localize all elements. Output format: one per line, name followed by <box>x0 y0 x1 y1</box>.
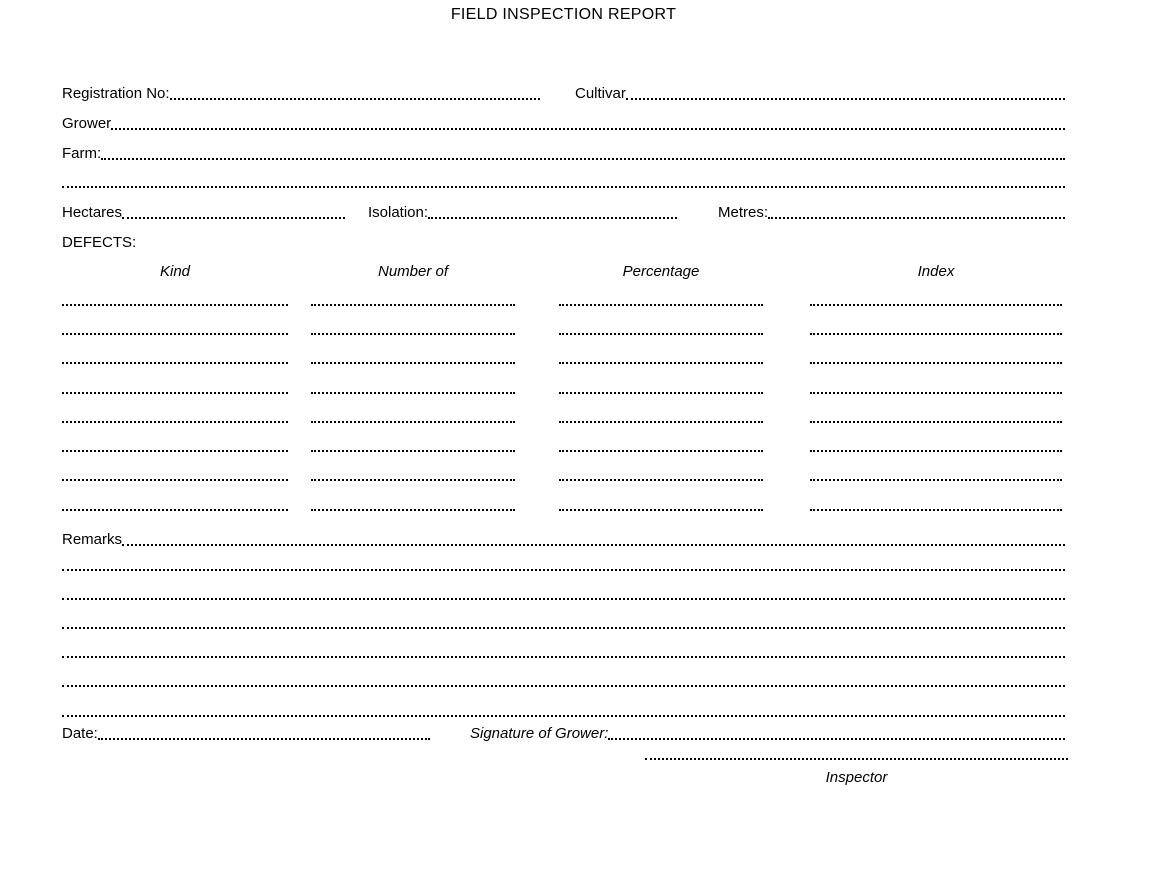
defects-table-row <box>62 407 1065 436</box>
remarks-line-field[interactable] <box>62 656 1065 658</box>
index-field[interactable] <box>810 509 1062 511</box>
index-field[interactable] <box>810 362 1062 364</box>
date-group <box>62 724 430 744</box>
registration-no-group <box>62 84 540 104</box>
kind-field[interactable] <box>62 450 288 452</box>
inspector-signature-field[interactable] <box>645 758 1068 760</box>
defects-table-row <box>62 319 1065 348</box>
grower-row <box>62 114 1065 134</box>
registration-cultivar-row <box>62 84 1065 104</box>
remarks-extra-lines <box>62 555 1065 730</box>
percentage-field[interactable] <box>559 421 763 423</box>
remarks-line <box>62 584 1065 613</box>
remarks-label: Remarks <box>62 531 123 548</box>
date-label: Date: <box>62 725 98 742</box>
remarks-line-field[interactable] <box>62 715 1065 717</box>
column-header-percentage: Percentage <box>622 263 700 280</box>
isolation-group <box>368 203 677 223</box>
farm-field[interactable] <box>101 158 1065 160</box>
kind-field[interactable] <box>62 421 288 423</box>
defects-section-label: DEFECTS: <box>62 234 137 251</box>
index-field[interactable] <box>810 333 1062 335</box>
defects-table <box>62 290 1065 524</box>
column-header-number-of: Number of <box>377 263 449 280</box>
index-field[interactable] <box>810 421 1062 423</box>
percentage-field[interactable] <box>559 392 763 394</box>
hectares-label: Hectares <box>62 204 123 221</box>
registration-no-label: Registration No: <box>62 85 170 102</box>
percentage-field[interactable] <box>559 450 763 452</box>
remarks-line-field[interactable] <box>62 598 1065 600</box>
remarks-field[interactable] <box>122 544 1065 546</box>
defects-table-row <box>62 378 1065 407</box>
kind-field[interactable] <box>62 479 288 481</box>
percentage-field[interactable] <box>559 479 763 481</box>
signature-of-grower-label: Signature of Grower: <box>470 725 609 742</box>
defects-table-row <box>62 495 1065 524</box>
defects-table-row <box>62 436 1065 465</box>
page-title: FIELD INSPECTION REPORT <box>450 6 677 23</box>
grower-field[interactable] <box>111 128 1065 130</box>
grower-label: Grower <box>62 115 112 132</box>
kind-field[interactable] <box>62 509 288 511</box>
number-of-field[interactable] <box>311 333 515 335</box>
remarks-line-field[interactable] <box>62 627 1065 629</box>
defects-table-header <box>62 262 1065 282</box>
remarks-line <box>62 613 1065 642</box>
date-field[interactable] <box>98 738 430 740</box>
hectares-group <box>62 203 345 223</box>
date-signature-row <box>62 724 1065 744</box>
index-field[interactable] <box>810 479 1062 481</box>
isolation-label: Isolation: <box>368 204 429 221</box>
number-of-field[interactable] <box>311 509 515 511</box>
signature-of-grower-group <box>470 724 1065 744</box>
index-field[interactable] <box>810 450 1062 452</box>
number-of-field[interactable] <box>311 304 515 306</box>
remarks-line <box>62 555 1065 584</box>
remarks-line <box>62 672 1065 701</box>
cultivar-field[interactable] <box>626 98 1065 100</box>
index-field[interactable] <box>810 392 1062 394</box>
cultivar-group <box>575 84 1065 104</box>
number-of-field[interactable] <box>311 392 515 394</box>
defects-table-row <box>62 290 1065 319</box>
percentage-field[interactable] <box>559 304 763 306</box>
inspector-label: Inspector <box>825 769 888 786</box>
farm-label: Farm: <box>62 145 102 162</box>
cultivar-label: Cultivar <box>575 85 626 102</box>
registration-no-field[interactable] <box>170 98 540 100</box>
signature-of-grower-field[interactable] <box>608 738 1065 740</box>
defects-table-row <box>62 466 1065 495</box>
hectares-isolation-metres-row <box>62 203 1065 223</box>
percentage-field[interactable] <box>559 333 763 335</box>
remarks-line <box>62 643 1065 672</box>
number-of-field[interactable] <box>311 421 515 423</box>
metres-group <box>718 203 1065 223</box>
number-of-field[interactable] <box>311 479 515 481</box>
kind-field[interactable] <box>62 304 288 306</box>
percentage-field[interactable] <box>559 362 763 364</box>
kind-field[interactable] <box>62 362 288 364</box>
isolation-field[interactable] <box>428 217 677 219</box>
column-header-kind: Kind <box>159 263 191 280</box>
index-field[interactable] <box>810 304 1062 306</box>
remarks-line-field[interactable] <box>62 685 1065 687</box>
number-of-field[interactable] <box>311 450 515 452</box>
kind-field[interactable] <box>62 333 288 335</box>
number-of-field[interactable] <box>311 362 515 364</box>
farm-row <box>62 144 1065 164</box>
metres-label: Metres: <box>718 204 769 221</box>
remarks-line-field[interactable] <box>62 569 1065 571</box>
defects-table-row <box>62 349 1065 378</box>
percentage-field[interactable] <box>559 509 763 511</box>
metres-field[interactable] <box>768 217 1065 219</box>
defects-section-row <box>62 233 1065 253</box>
farm-continuation-field[interactable] <box>62 186 1065 188</box>
kind-field[interactable] <box>62 392 288 394</box>
remarks-row <box>62 530 1065 550</box>
hectares-field[interactable] <box>122 217 345 219</box>
column-header-index: Index <box>917 263 955 280</box>
